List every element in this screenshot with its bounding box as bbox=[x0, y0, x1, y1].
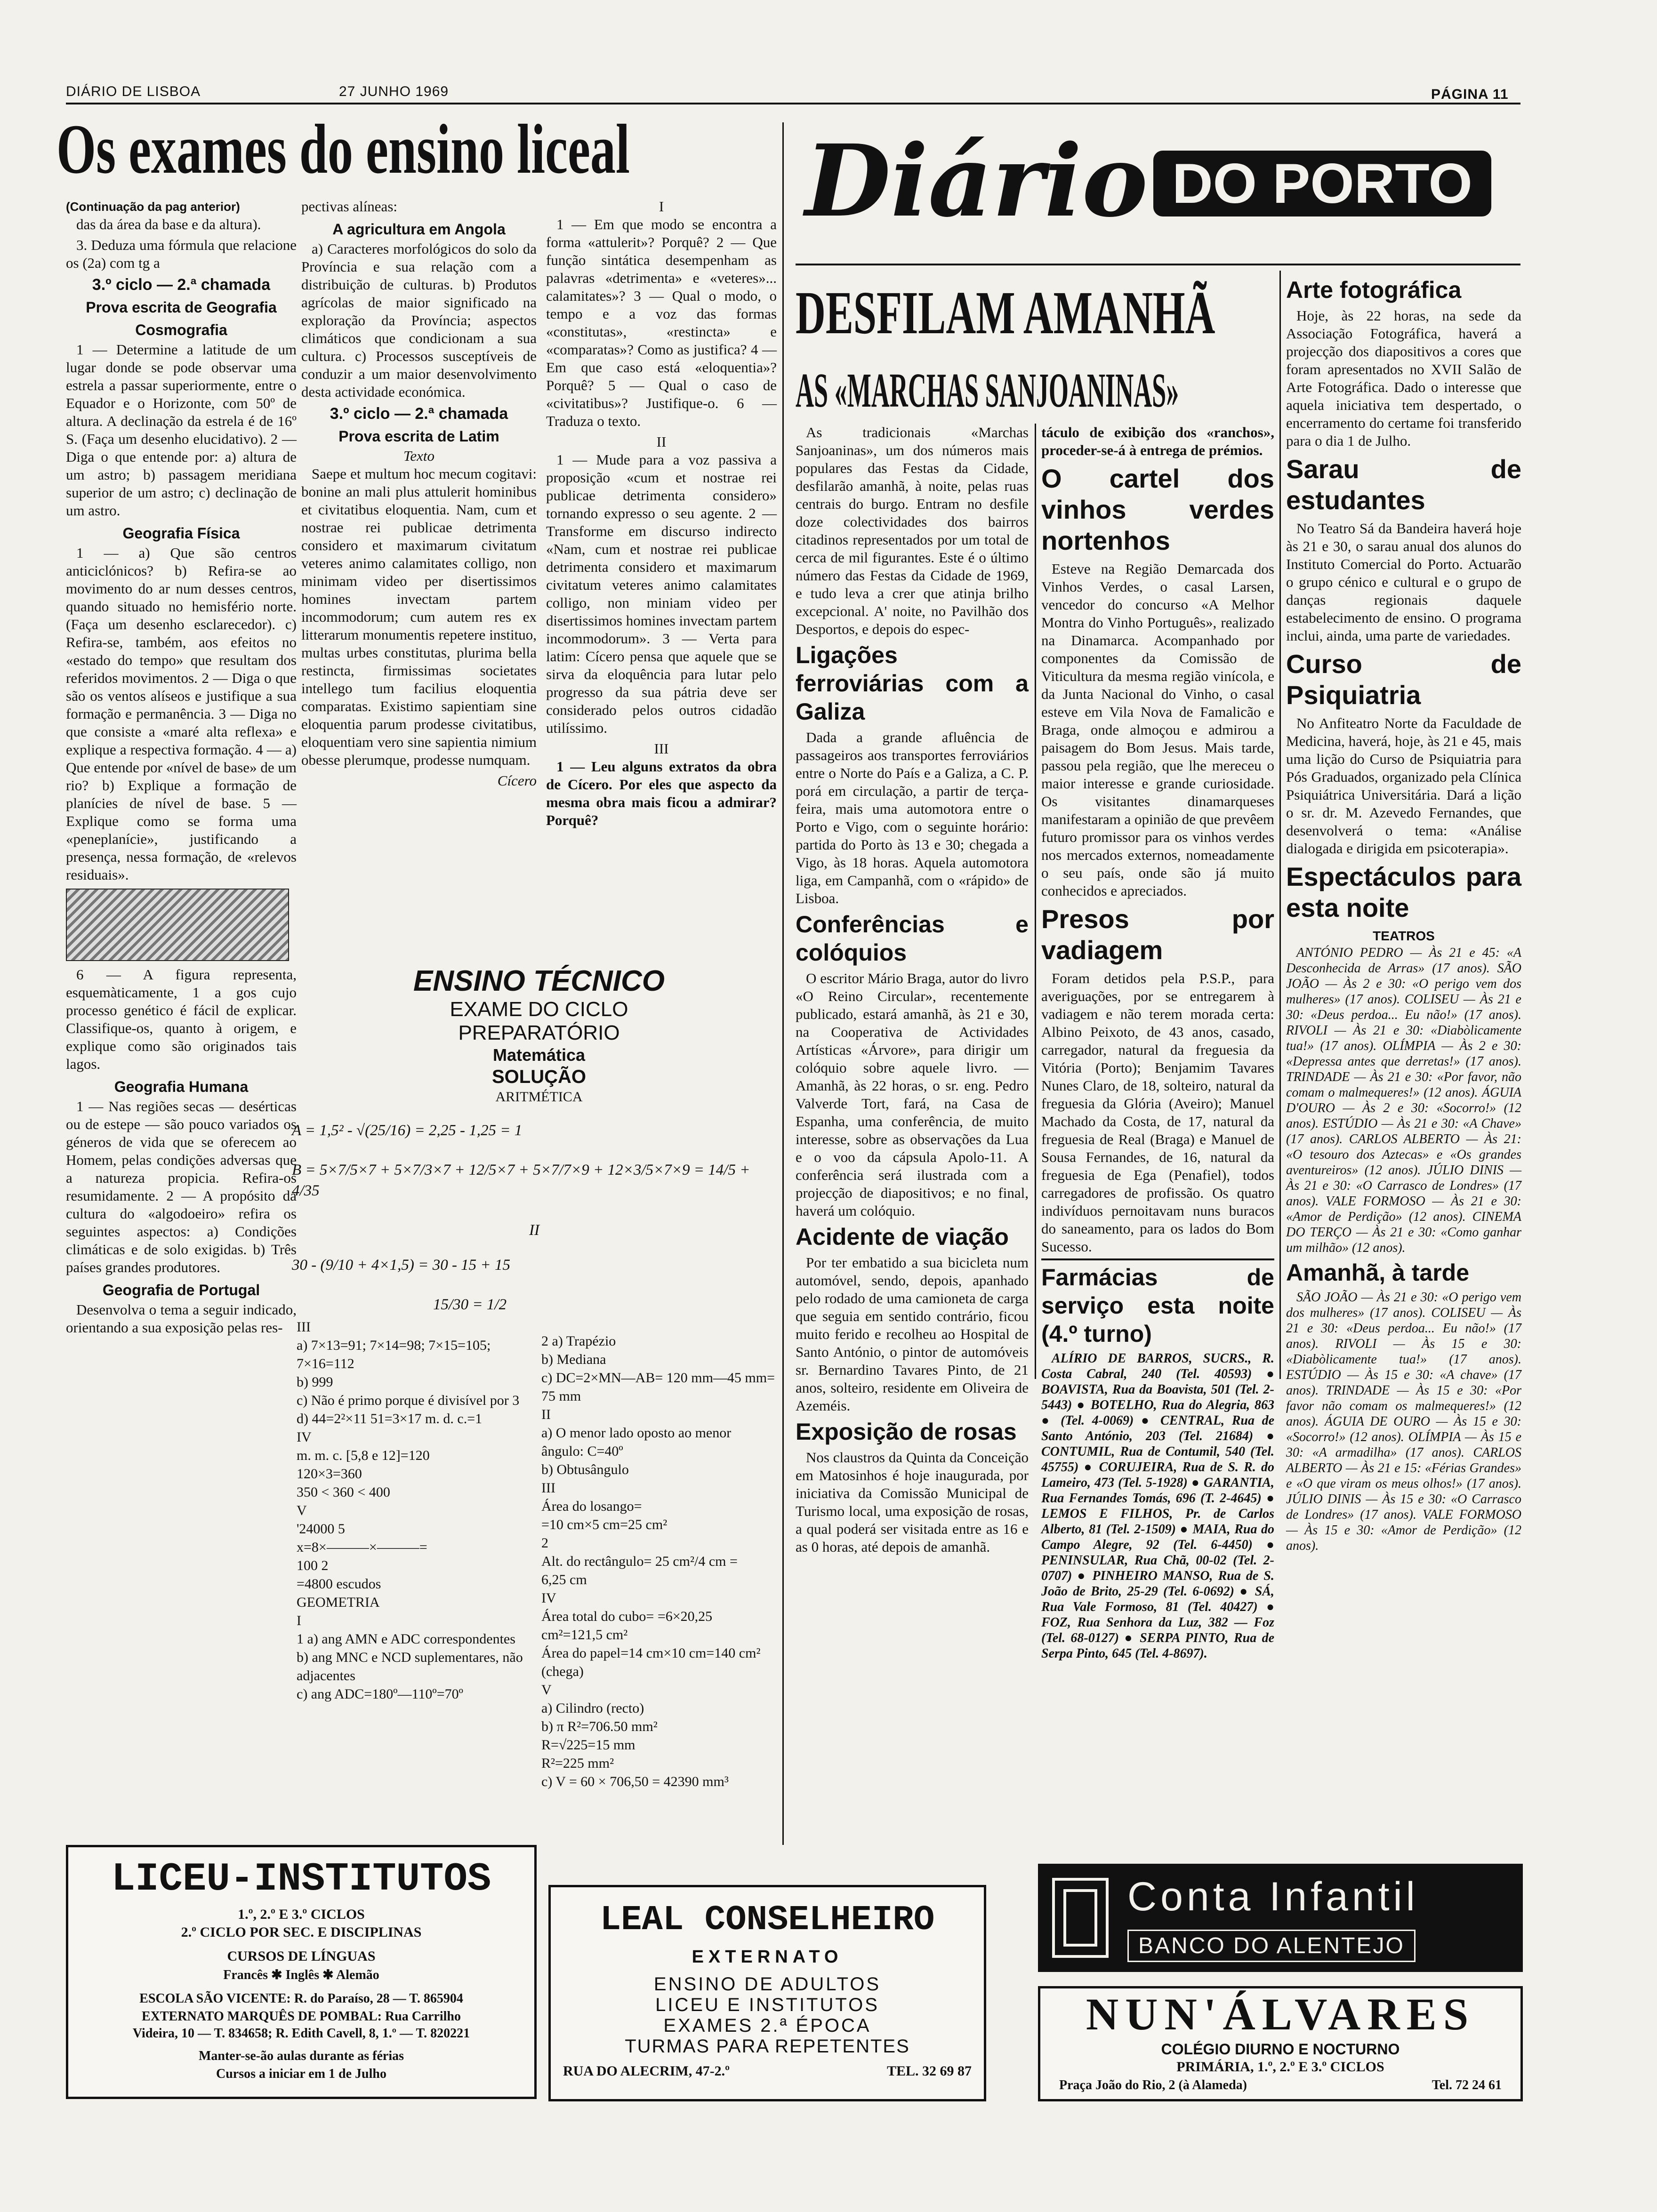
header-rule bbox=[66, 103, 1520, 104]
espectaculos-text: ANTÓNIO PEDRO — Às 21 e 45: «A Desconhecida de Arras» (17 anos). SÃO JOÃO — Às 2 e 30: «O perigo vem dos mulheres» (17 anos). COLISEU — Às 21 e 30: «Deus perdoa... Eu não!» (17 anos). RIVOLI — Às 21 e 30: «Diabòlicamente tua!» (17 anos). OLÍMPIA — Às 2 e 30: «Depressa antes que derretas!» (17 anos). TRINDADE — Às 21 e 30: «Por favor, não comam o malmequeres!» (12 anos). ÁGUIA D'OURO — Às 2 e 30: «Socorro!» (12 anos). ESTÚDIO — Às 21 e 30: «A Chave» (17 anos). CARLOS ALBERTO — Às 21: «O tesouro dos Aztecas» e «Os grandes aventureiros» (12 anos). JÚLIO DINIS — Às 21 e 30: «O Carrasco de Londres» (17 anos). VALE FORMOSO — Às 21 e 30: «Amor de Perdição» (12 anos). CINEMA DO TERÇO — Às 21 e 30: «Como ganhar um milhão» (12 anos). bbox=[1286, 946, 1521, 1255]
leal-ad-turmas: TURMAS PARA REPETENTES bbox=[625, 2036, 910, 2057]
geometria-solutions: 2 a) Trapézio b) Mediana c) DC=2×MN—AB= 120 mm—45 mm= 75 mm II a) O menor lado oposto ao menor ângulo: C=40º b) Obtusângulo III Área do losango= =10 cm×5 cm=25 cm² 2 Alt. do rectângulo= 25 cm²/4 cm = 6,25 cm IV Área total do cubo= =6×20,25 cm²=121,5 cm² Área do papel=14 cm×10 cm=140 cm² (chega) V a) Cilindro (recto) b) π R²=706.50 mm² R=√225=15 mm R²=225 mm² c) V = 60 × 706,50 = 42390 mm³ bbox=[541, 1333, 775, 1789]
cosmografia-text: 1 — Determine a latitude de um lugar donde se pode observar uma estrela a passar superiormente, entre o Equador e o Horizonte, com 50º de altura. A declinação da estrela é de 16º S. (Faça um desenho elucidativo). 2 — Diga o que entende por: a) altura de um astro; b) passagem meridiana superior de um astro; c) declinação de um astro. bbox=[66, 341, 297, 519]
porto-column-3 bbox=[1286, 273, 1521, 1553]
latim-section-i: I bbox=[659, 198, 664, 215]
prova-latim-heading: Prova escrita de Latim bbox=[338, 428, 499, 445]
marchas-text-cont: táculo de exibição dos «ranchos», proceder-se-á à entrega de prémios. bbox=[1041, 424, 1274, 458]
nun-alvares-phone: Tel. 72 24 61 bbox=[1432, 2078, 1502, 2092]
leal-ad-exames: EXAMES 2.ª ÉPOCA bbox=[663, 2015, 871, 2036]
geografia-humana-heading: Geografia Humana bbox=[114, 1078, 249, 1095]
bank-logo bbox=[1052, 1878, 1109, 1958]
page-number: PÁGINA 11 bbox=[1431, 87, 1509, 102]
desfilam-headline: DESFILAM AMANHÃ bbox=[796, 279, 1215, 347]
exames-column-3 bbox=[546, 198, 777, 951]
leal-ad-footer bbox=[551, 2057, 984, 2079]
continuation-note: (Continuação da pag anterior) bbox=[66, 200, 240, 214]
marchas-headline: AS «MARCHAS SANJOANINAS» bbox=[796, 363, 1179, 417]
solution-a: A = 1,5² - √(25/16) = 2,25 - 1,25 = 1 bbox=[292, 1122, 523, 1139]
nun-alvares-footer bbox=[1040, 2076, 1520, 2093]
rosas-heading: Exposição de rosas bbox=[796, 1419, 1017, 1445]
farmacias-text: ALÍRIO DE BARROS, SUCRS., R. Costa Cabral, 240 (Tel. 40593) ● BOAVISTA, Rua da Boavista, 501 (Tel. 2-5443) ● BOTELHO, Rua do Alegria, 863 ● (Tel. 4-0069) ● CENTRAL, Rua de Santo António, 203 (Tel. 21684) ● CONTUMIL, Rua de Contumil, 540 (Tel. 45755) ● CORUJEIRA, Rua de S. R. do Lameiro, 473 (Tel. 5-1928) ● GARANTIA, Rua Fernandes Tomás, 696 (T. 2-4645) ● LEMOS E FILHOS, Pr. de Carlos Alberto, 81 (Tel. 2-1509) ● MAIA, Rua do Campo Alegre, 92 (Tel. 6-4450) ● PENINSULAR, Rua Chã, 00-02 (Tel. 2-0707) ● PINHEIRO MANSO, Rua de S. João de Brito, 25-29 (Tel. 6-0692) ● SÁ, Rua Vale Formoso, 81 (Tel. 40427) ● FOZ, Rua Senhora da Luz, 382 — Foz (Tel. 68-0127) ● SERPA PINTO, Rua de Serpa Pinto, 645 (Tel. 4-8697). bbox=[1041, 1351, 1274, 1661]
newspaper-name: DIÁRIO DE LISBOA bbox=[66, 84, 201, 99]
angola-text: a) Caracteres morfológicos do solo da Província e sua relação com a distribuição de culturas. b) Produtos agrícolas de maior significado na exploração da Província; aspectos climáticos que condicionam a sua cultura. c) Processos susceptíveis de conduzir a um maior desenvolvimento desta actividade económica. bbox=[301, 240, 537, 400]
leal-ad-phone: TEL. 32 69 87 bbox=[886, 2063, 972, 2079]
nun-alvares-ciclos: PRIMÁRIA, 1.º, 2.º E 3.º CICLOS bbox=[1176, 2059, 1384, 2075]
farmacias-heading: Farmácias de serviço esta noite (4.º turno) bbox=[1041, 1258, 1274, 1348]
exames-column-2 bbox=[301, 198, 537, 951]
aritmetica-solutions: III a) 7×13=91; 7×14=98; 7×15=105; 7×16=112 b) 999 c) Não é primo porque é divisível por 3 d) 44=2²×11 51=3×17 m. d. c.=1 IV m. m. c. [5,8 e 12]=120 120×3=360 350 < 360 < 400 V '24000 5 x=8×———×———= 100 2 =4800 escudos GEOMETRIA I 1 a) ang AMN e ADC correspondentes b) ang MNC e NCD suplementares, não adjacentes c) ang ADC=180º—110º=70º bbox=[297, 1319, 523, 1702]
liceu-ad-externato: EXTERNATO MARQUÊS DE POMBAL: Rua Carrilho bbox=[141, 2009, 461, 2024]
arte-text: Hoje, às 22 horas, na sede da Associação Fotográfica, haverá a projecção dos diapositivos a cores que foram apresentados no XVII Salão de Arte Fotográfica. Dado o interesse que aquela iniciativa tem despertado, o encerramento do certame foi transferido para o dia 1 de Julho. bbox=[1286, 307, 1521, 449]
handwritten-solutions bbox=[292, 1120, 777, 1315]
liceu-ad-cursos: Cursos a iniciar em 1 de Julho bbox=[216, 2067, 386, 2081]
nun-alvares-address: Praça João do Rio, 2 (à Alameda) bbox=[1059, 2078, 1247, 2092]
diario-porto-masthead bbox=[796, 118, 1520, 265]
masthead-diario: Diário bbox=[805, 123, 1148, 239]
exame-ciclo: EXAME DO CICLO bbox=[450, 998, 628, 1021]
geografia-humana-text: 1 — Nas regiões secas — desérticas ou de estepe — são pouco variados os géneros de vida que se oferecem ao Homem, pelas condições adversas que a natureza propicia. Refira-os resumidamente. 2 — A propósito da cultura do «algodoeiro» refira os seguintes aspectos: a) Condições climáticas e de solo exigidas. b) Três países grandes produtores. bbox=[66, 1098, 297, 1275]
geografia-fisica-heading: Geografia Física bbox=[122, 525, 240, 542]
matematica: Matemática bbox=[492, 1045, 586, 1065]
porto-vertical-rule-2 bbox=[1279, 271, 1281, 1379]
conta-infantil-title: Conta Infantil bbox=[1127, 1874, 1419, 1919]
acidente-heading: Acidente de viação bbox=[796, 1224, 1009, 1250]
ciclo-latim-heading: 3.º ciclo — 2.ª chamada bbox=[330, 405, 508, 423]
latin-text: Saepe et multum hoc mecum cogitavi: bonine an mali plus attulerit hominibus et civitatibus eloquentia. Nam, cum et nostrae rei publicae detrimenta considero et maximarum civitatum veteres animo calamitates colligo, non minimam video per disertissimos homines invectam partem incommodorum; cum autem res ex litterarum monumentis repetere instituo, multas urbes constitutas, plurima bella restincta, firmissimas societates intellego tum facilius eloquentia comparatas. Existimo sapientiam sine eloquentia parum prodesse civitatibus, eloquentiam vero sine sapientia nimium obesse plerumque, prodesse numquam. bbox=[301, 465, 537, 768]
ligacoes-text: Dada a grande afluência de passageiros aos transportes ferroviários entre o Norte do País e a Galiza, a C. P. porá em circulação, a partir de terça-feira, mais uma automotora entre o Porto e Vigo, com o seguinte horário: partida do Porto às 13 e 30; chegada a Vigo, às 18 horas. Aquela automotora liga, em Campanhã, com o «rápido» de Lisboa. bbox=[796, 729, 1029, 906]
issue-date: 27 JUNHO 1969 bbox=[339, 84, 449, 99]
liceu-ad-escola: ESCOLA SÃO VICENTE: R. do Paraíso, 28 — T. 865904 bbox=[139, 1991, 463, 2006]
amanha-tarde-text: SÃO JOÃO — Às 21 e 30: «O perigo vem dos mulheres» (17 anos). COLISEU — Às 21 e 30: «Deus perdoa... Eu não!» (17 anos). RIVOLI — Às 15 e 30: «Diabòlicamente tua!» (17 anos). ESTÚDIO — Às 15 e 30: «A chave» (17 anos). TRINDADE — Às 15 e 30: «Por favor não comam os malmequeres!» (12 anos). ÁGUIA DE OURO — Às 15 e 30: «Socorro!» (12 anos). OLÍMPIA — Às 15 e 30: «A armadilha» (17 anos). CARLOS ALBERTO — Às 21 e 15: «Férias Grandes» e «O que viram os meus olhos!» (17 anos). JÚLIO DINIS — Às 15 e 30: «O Carrasco de Londres» (17 anos). VALE FORMOSO — Às 15 e 30: «Amor de Perdição» (12 anos). bbox=[1286, 1290, 1521, 1553]
espectaculos-heading: Espectáculos para esta noite bbox=[1286, 862, 1521, 922]
geografia-portugal-heading: Geografia de Portugal bbox=[102, 1282, 260, 1298]
nun-alvares-ad bbox=[1038, 1986, 1523, 2101]
figure-question: 6 — A figura representa, esquemàticamente, 1 a gos cujo processo genético é fácil de explicar. Classifique-os, quanto à origem, e explique como são originados tais lagos. bbox=[66, 966, 297, 1072]
sarau-heading: Sarau de estudantes bbox=[1286, 454, 1521, 515]
acidente-text: Por ter embatido a sua bicicleta num automóvel, sendo, depois, apanhado pelo rodado de uma camioneta de carga que seguia em sentido contrário, ficou muito ferido e recolheu ao Hospital de Santo António, o pintor de automóveis sr. Bernardino Tavares Pinto, de 21 anos, solteiro, residente em Oliveira de Azeméis. bbox=[796, 1254, 1029, 1414]
porto-column-1 bbox=[796, 424, 1029, 1555]
cartel-heading: O cartel dos vinhos verdes nortenhos bbox=[1041, 464, 1274, 555]
leal-conselheiro-ad bbox=[548, 1885, 986, 2101]
lakes-figure bbox=[66, 889, 289, 961]
latim-section-iii: III bbox=[654, 740, 669, 757]
cartel-text: Esteve na Região Demarcada dos Vinhos Verdes, o casal Larsen, vencedor do concurso «A Melhor Montra do Vinho Português», realizado na Dinamarca. Acompanhado por componentes da Comissão de Viticultura da mesma região vinícola, e da Junta Nacional do Vinho, o casal esteve em Vila Nova de Famalicão e Braga, onde almoçou e admirou a paisagem do Bom Jesus. Mais tarde, passou pela região, que lhe mereceu o maior interesse e grande curiosidade. Os visitantes dinamarqueses manifestaram a opinião de que prevêem futuro promissor para os vinhos verdes nos mercados externos, nomeadamente o seu país, onde são já muito conhecidos e apreciados. bbox=[1041, 561, 1274, 899]
cosmografia-heading: Cosmografia bbox=[135, 321, 227, 338]
leal-ad-liceu: LICEU E INSTITUTOS bbox=[655, 1995, 879, 2015]
leal-ad-address: RUA DO ALECRIM, 47-2.º bbox=[563, 2063, 730, 2079]
porto-column-2 bbox=[1041, 424, 1274, 1661]
liceu-ad-idiomas: Francês ✱ Inglês ✱ Alemão bbox=[223, 1968, 379, 1982]
preparatorio: PREPARATÓRIO bbox=[458, 1021, 620, 1044]
porto-vertical-rule-1 bbox=[1035, 424, 1036, 1379]
liceu-ad-ciclos: 1.º, 2.º E 3.º CICLOS bbox=[238, 1907, 365, 1922]
curso-heading: Curso de Psiquiatria bbox=[1286, 649, 1521, 710]
latim-questions-i: 1 — Em que modo se encontra a forma «attulerit»? Porquê? 2 — Que função sintática desempenham as palavras «detrimenta» e «veteres»... calamitates»? 3 — Qual o modo, o tempo e a voz das formas «constitutas», «restincta» e «comparatas»? Como as justifica? 4 — Em que caso está «eloquentia»? Porquê? 5 — Qual o caso de «civitatibus»? Justifique-o. 6 — Traduza o texto. bbox=[546, 216, 777, 429]
solution-b: B = 5×7/5×7 + 5×7/3×7 + 12/5×7 + 5×7/7×9 + 12×3/5×7×9 = 14/5 + 4/35 bbox=[292, 1162, 750, 1199]
latim-questions-iii: 1 — Leu alguns extratos da obra de Cícero. Por eles que aspecto da mesma obra mais ficou a admirar? Porquê? bbox=[546, 758, 777, 828]
arte-heading: Arte fotográfica bbox=[1286, 277, 1462, 303]
exames-headline: Os exames do ensino liceal bbox=[56, 110, 630, 188]
conferencias-text: O escritor Mário Braga, autor do livro «O Reino Circular», recentemente publicado, estará amanhã, às 21 e 30, na Cooperativa de Actividades Artísticas «Árvore», para dirigir um colóquio sobre aquele livro. — Amanhã, às 22 horas, o sr. eng. Pedro Valverde Tort, fará, na Casa de Espanha, uma conferência, de muito interesse, sobre as observações da Lua e o voo da cápsula Apolo-11. A conferência será ilustrada com a projecção de diapositivos; e no final, haverá um colóquio. bbox=[796, 970, 1029, 1219]
sarau-text: No Teatro Sá da Bandeira haverá hoje às 21 e 30, o sarau anual dos alunos do Instituto Comercial do Porto. Actuarão o grupo cénico e cultural e o grupo de danças regionais daquele estabelecimento de ensino. O programa inclui, ainda, uma parte de variedades. bbox=[1286, 520, 1521, 644]
liceu-ad-linguas: CURSOS DE LÍNGUAS bbox=[227, 1948, 376, 1964]
presos-heading: Presos por vadiagem bbox=[1041, 904, 1274, 965]
prova-geografia-heading: Prova escrita de Geografia bbox=[86, 299, 277, 316]
conferencias-heading: Conferências e colóquios bbox=[796, 911, 1029, 966]
ligacoes-heading: Ligações ferroviárias com a Galiza bbox=[796, 642, 1029, 725]
liceu-ad-title: LICEU-INSTITUTOS bbox=[111, 1857, 491, 1902]
curso-text: No Anfiteatro Norte da Faculdade de Medicina, haverá, hoje, às 21 e 45, mais uma lição do Curso de Psiquiatria para Pós Graduados, organizado pela Clínica Psiquiátrica Universitária. Dará a lição o sr. dr. M. Azevedo Fernandes, que desenvolverá o tema: «Análise dialogada e dirigida em psicoterapia». bbox=[1286, 715, 1521, 857]
liceu-ad-sec: 2.º CICLO POR SEC. E DISCIPLINAS bbox=[181, 1924, 422, 1940]
masthead-do-porto: DO PORTO bbox=[1153, 151, 1491, 216]
amanha-tarde-heading: Amanhã, à tarde bbox=[1286, 1259, 1470, 1286]
geografia-fisica-text: 1 — a) Que são centros anticiclónicos? b) Refira-se ao movimento do ar num desses centros, quando situado no hemisfério norte. (Faça um desenho esclarecedor). c) Refira-se, também, aos efeitos no «estado do tempo» que resultam dos referidos movimentos. 2 — Diga o que são os ventos alíseos e justifique a sua formação e permanência. 3 — Diga no que consiste a «maré alta reflexa» e explique a respectiva formação. 4 — a) Que entende por «nível de base» de um rio? b) Explique a formação de planícies de nível de base. 5 — Explique como se forma uma «peneplanície», justificando a presença, nessa formação, de «relevos residuais». bbox=[66, 545, 297, 883]
angola-heading: A agricultura em Angola bbox=[332, 221, 506, 238]
latim-questions-ii: 1 — Mude para a voz passiva a proposição «cum et nostrae rei publicae detrimenta considero» tornando expresso o seu agente. 2 — Transforme em discurso indirecto «Nam, cum et nostrae rei publicae detrimenta considero et maximarum civitatum veteres animo calamitates colligo, non miniam video per disertissimos homines invectam partem incommodorum». 3 — Verta para latim: Cícero pensa que aquele que se sirva da eloquência para lutar pelo progresso da sua pátria deve ser considerado pelos outros cidadão utilíssimo. bbox=[546, 451, 777, 736]
leal-ad-externato: EXTERNATO bbox=[692, 1947, 843, 1967]
conta-infantil-ad bbox=[1038, 1864, 1523, 1972]
leal-ad-adultos: ENSINO DE ADULTOS bbox=[653, 1974, 881, 1995]
liceu-ad-videira: Videira, 10 — T. 834658; R. Edith Cavell, 8, 1.º — T. 820221 bbox=[132, 2026, 470, 2041]
liceu-ad-ferias: Manter-se-ão aulas durante as férias bbox=[198, 2049, 404, 2063]
geografia-portugal-text: Desenvolva o tema a seguir indicado, orientando a sua exposição pelas res- bbox=[66, 1301, 297, 1336]
nun-alvares-title: NUN'ÁLVARES bbox=[1086, 1989, 1475, 2039]
solution-d: 15/30 = 1/2 bbox=[433, 1296, 507, 1313]
nun-alvares-colegio: COLÉGIO DIURNO E NOCTURNO bbox=[1161, 2041, 1400, 2058]
solucao: SOLUÇÃO bbox=[492, 1066, 586, 1087]
marchas-text: As tradicionais «Marchas Sanjoaninas», um dos números mais populares das Festas da Cidade, desfilarão amanhã, à noite, pelas ruas centrais do burgo. Entram no desfile doze colectividades dos bairros citadinos representados por um total de cerca de mil figurantes. Este é o último número das Festas da Cidade de 1969, e tudo leva a crer que atinja brilho excepcional. A' noite, no Pavilhão dos Desportos, e depois do espec- bbox=[796, 424, 1029, 637]
left-vertical-rule bbox=[782, 122, 784, 1845]
exames-c2-intro: pectivas alíneas: bbox=[301, 198, 397, 215]
teatros-label: TEATROS bbox=[1373, 929, 1435, 943]
ensino-tecnico-block bbox=[301, 965, 777, 1106]
banco-alentejo: BANCO DO ALENTEJO bbox=[1127, 1930, 1416, 1962]
texto-label: Texto bbox=[403, 448, 435, 464]
ensino-tecnico-title: ENSINO TÉCNICO bbox=[413, 965, 665, 997]
liceu-institutos-ad bbox=[66, 1845, 537, 2099]
presos-text: Foram detidos pela P.S.P., para averiguações, por se entregarem à vadiagem e não terem morada certa: Albino Peixoto, de 43 anos, casado, carregador, natural da freguesia da Vitória (Porto); Benjamim Tavares Nunes Claro, de 18, solteiro, natural da freguesia da Glória (Aveiro); Manuel Machado da Costa, de 17, natural da freguesia de Real (Braga) e Manuel de Sousa Fernandes, de 16, natural da freguesia de Ega (Penafiel), todos carregadores de profissão. Os quatro indivíduos pernoitavam nuns buracos do saneamento, para os lados do Bom Sucesso. bbox=[1041, 970, 1274, 1255]
exames-c1-intro: das da área da base e da altura). bbox=[76, 216, 261, 232]
ciclo-heading: 3.º ciclo — 2.ª chamada bbox=[92, 276, 271, 294]
aritmetica: ARITMÉTICA bbox=[495, 1089, 583, 1105]
exames-column-1 bbox=[66, 198, 297, 1840]
latim-section-ii: II bbox=[656, 433, 667, 450]
exames-c1-q3: 3. Deduza uma fórmula que relacione os (2a) com tg a bbox=[66, 237, 297, 271]
solution-c: 30 - (9/10 + 4×1,5) = 30 - 15 + 15 bbox=[292, 1257, 510, 1274]
rosas-text: Nos claustros da Quinta da Conceição em Matosinhos é hoje inaugurada, por iniciativa da Comissão Municipal de Turismo local, uma exposição de rosas, a qual poderá ser visitada entre as 16 e as 0 horas, até depois de amanhã. bbox=[796, 1449, 1029, 1555]
cicero-signature: Cícero bbox=[497, 772, 537, 789]
leal-ad-title: LEAL CONSELHEIRO bbox=[600, 1900, 935, 1940]
solution-ii-label: II bbox=[529, 1222, 539, 1239]
